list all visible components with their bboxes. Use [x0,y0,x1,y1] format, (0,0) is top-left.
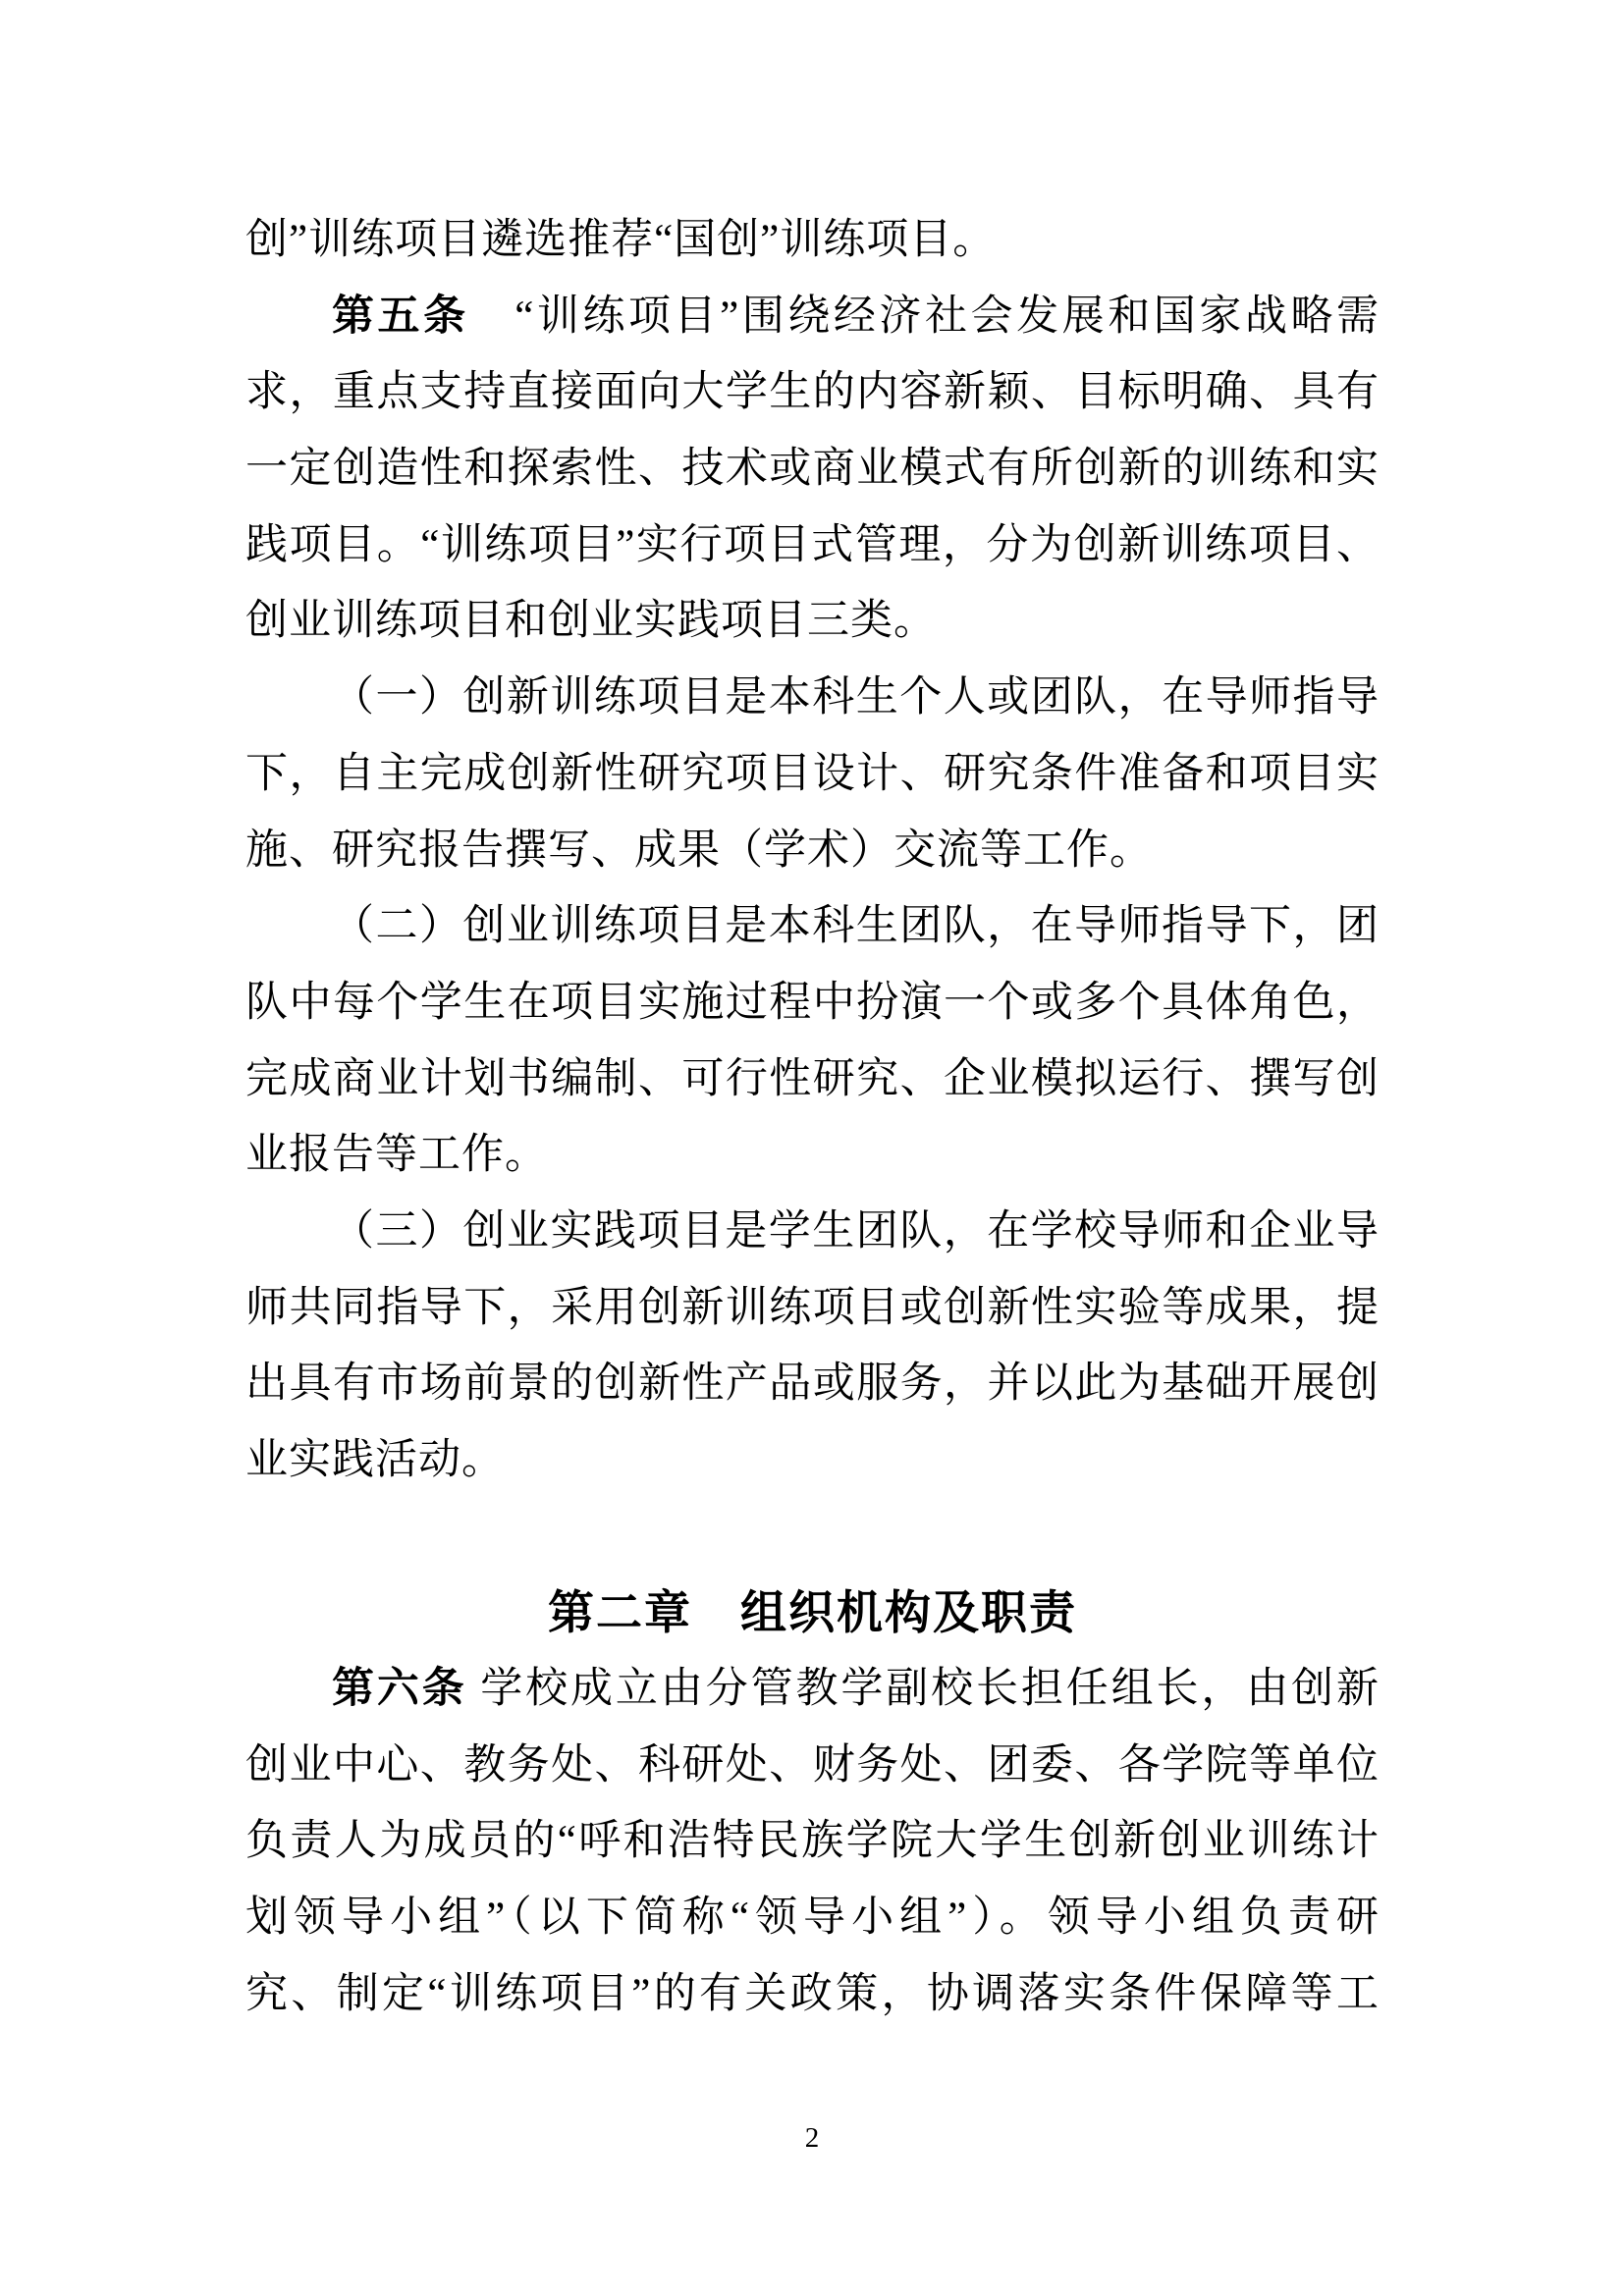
paragraph-line: 负责人为成员的“呼和浩特民族学院大学生创新创业训练计 [245,1818,1380,1865]
blank-line [245,1499,1380,1575]
paragraph-line: 创业训练项目和创业实践项目三类。 [245,598,937,645]
paragraph-line: 践项目。“训练项目”实行项目式管理，分为创新训练项目、 [245,521,1380,568]
paragraph-line: 出具有市场前景的创新性产品或服务，并以此为基础开展创 [245,1361,1380,1408]
paragraph-line: 究、制定“训练项目”的有关政策，协调落实条件保障等工 [245,1970,1380,2017]
paragraph-line: 创业中心、教务处、科研处、财务处、团委、各学院等单位 [245,1741,1380,1789]
paragraph-line [245,279,1380,355]
article-number-label: 第五条 [332,293,469,340]
page-number: 2 [804,2122,820,2154]
paragraph-line: （三）创业实践项目是学生团队，在学校导师和企业导 [332,1207,1380,1255]
paragraph-text: “训练项目”围绕经济社会发展和国家战略需 [468,293,1380,340]
paragraph-line: 一定创造性和探索性、技术或商业模式有所创新的训练和实 [245,446,1380,493]
article-number-label: 第六条 [332,1666,467,1713]
paragraph-line: 求，重点支持直接面向大学生的内容新颖、目标明确、具有 [245,369,1380,416]
paragraph-text: 学校成立由分管教学副校长担任组长，由创新 [466,1666,1380,1713]
paragraph-line: 队中每个学生在项目实施过程中扮演一个或多个具体角色， [245,979,1380,1026]
paragraph-line: （二）创业训练项目是本科生团队，在导师指导下，团 [332,903,1380,950]
text-column [245,202,1380,2033]
chapter-heading: 第二章 组织机构及职责 [548,1586,1077,1639]
paragraph-line: 下，自主完成创新性研究项目设计、研究条件准备和项目实 [245,750,1380,797]
paragraph-line: 创”训练项目遴选推荐“国创”训练项目。 [245,217,997,263]
paragraph-line: 师共同指导下，采用创新训练项目或创新性实验等成果，提 [245,1284,1380,1331]
paragraph-line: 施、研究报告撰写、成果（学术）交流等工作。 [245,827,1153,874]
paragraph-line [245,1651,1380,1728]
paragraph-line: 完成商业计划书编制、可行性研究、企业模拟运行、撰写创 [245,1055,1380,1102]
paragraph-line: 业实践活动。 [245,1437,505,1483]
paragraph-line: （一）创新训练项目是本科生个人或团队，在导师指导 [332,674,1380,721]
paragraph-line: 划领导小组”（以下简称“领导小组”）。领导小组负责研 [245,1895,1380,1942]
paragraph-line: 业报告等工作。 [245,1132,548,1179]
